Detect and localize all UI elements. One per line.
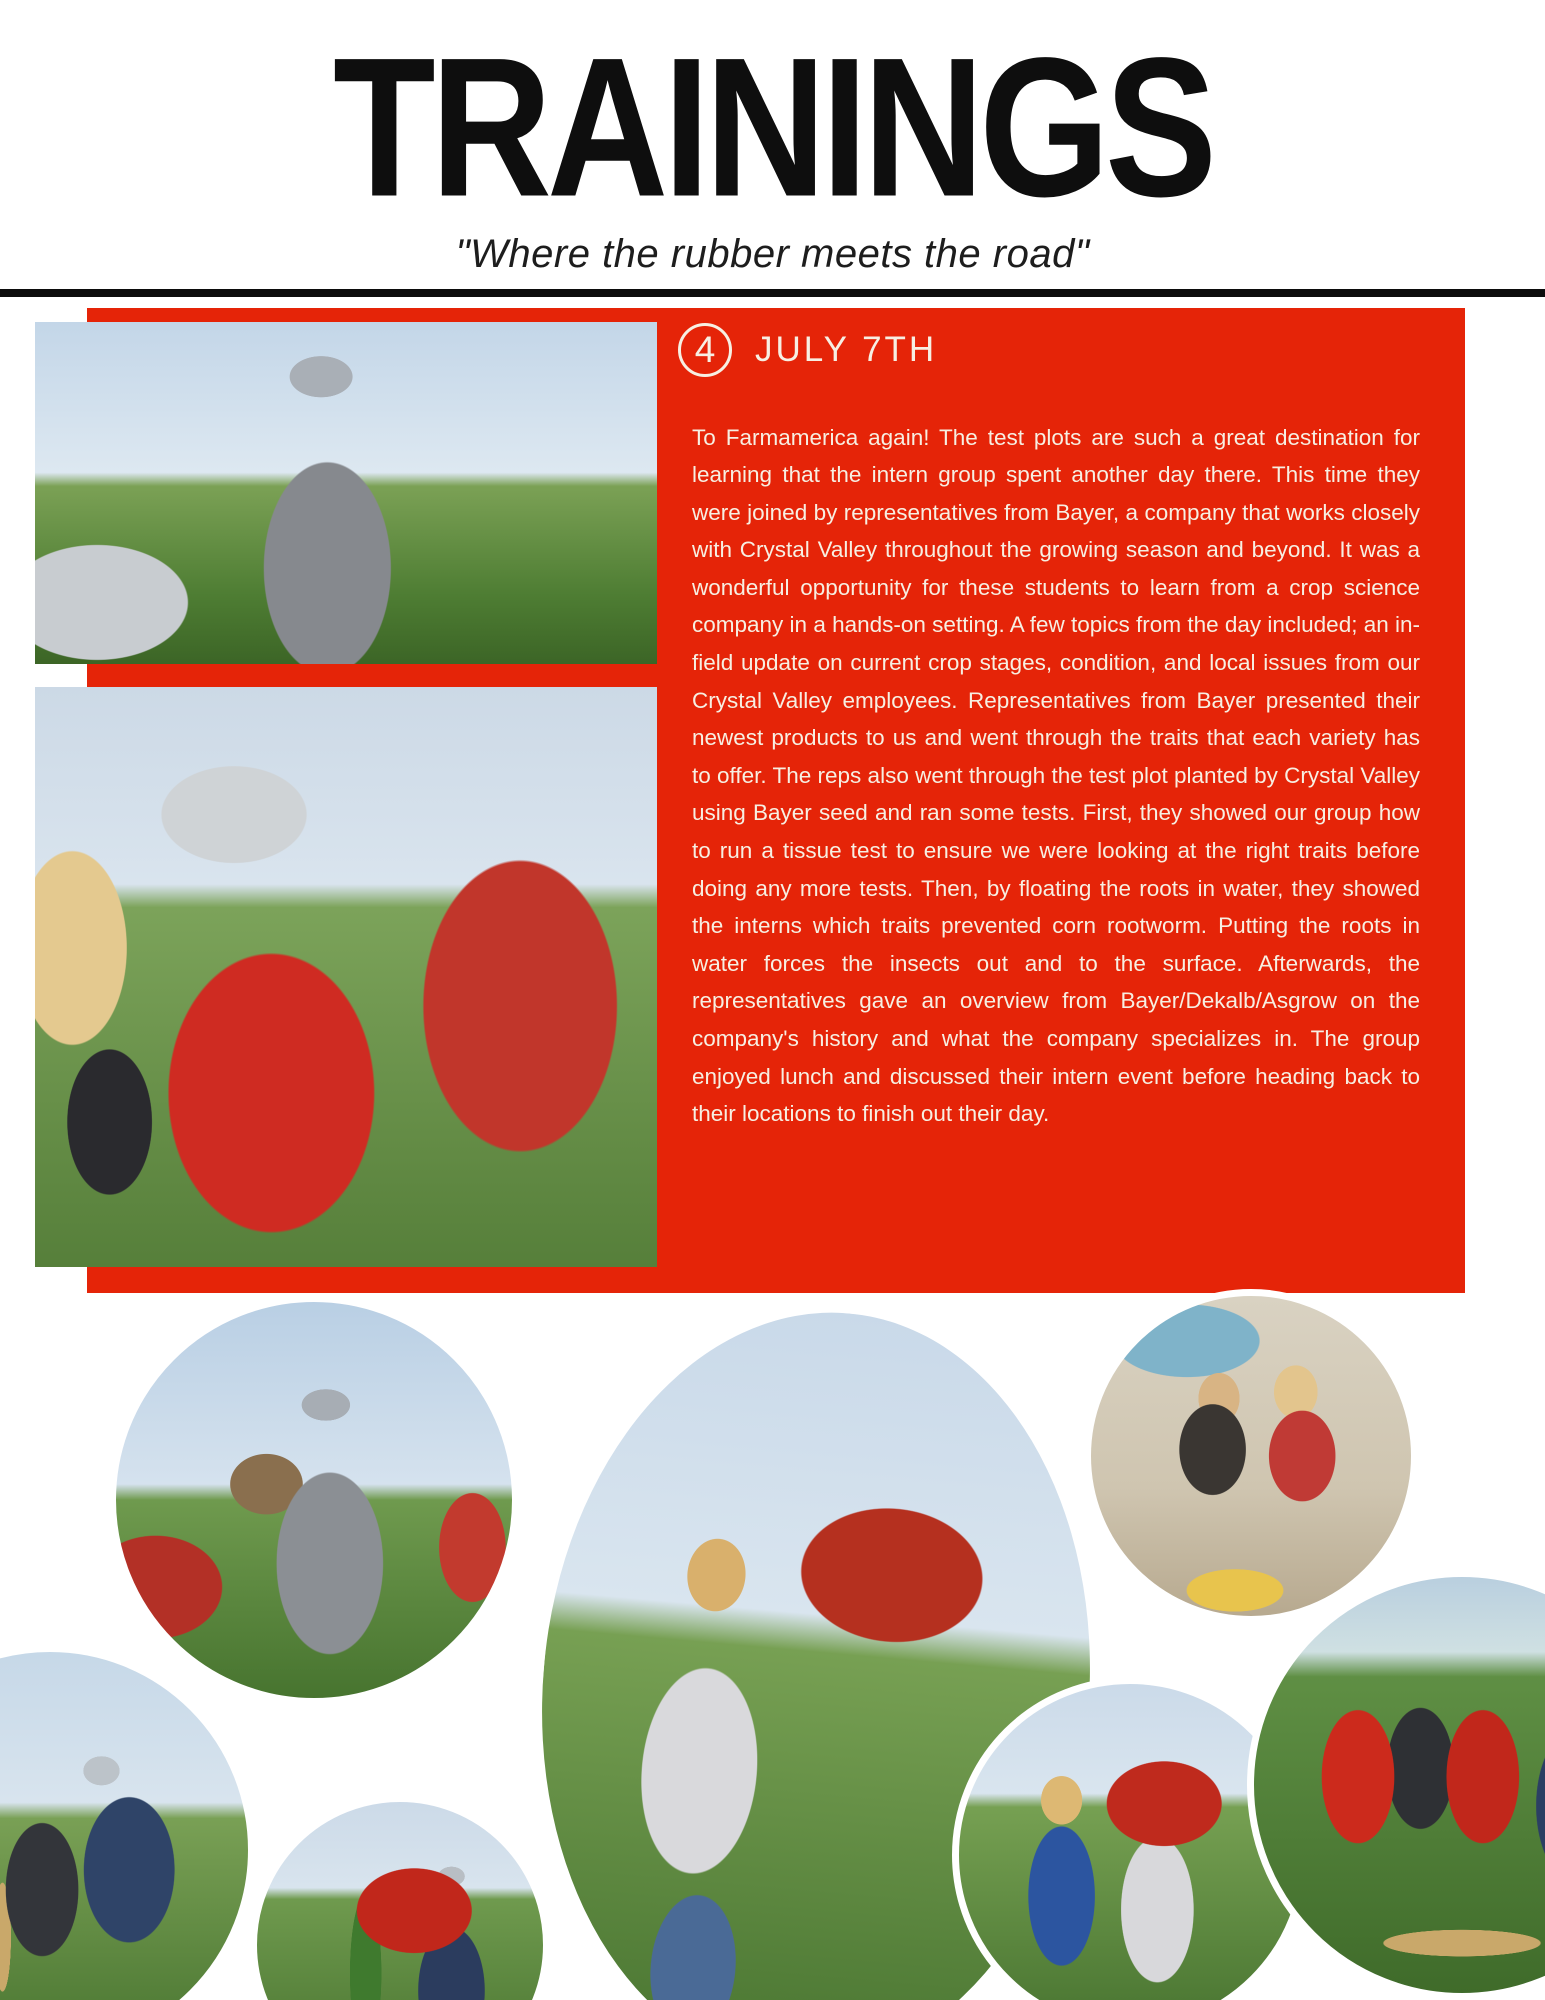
page-subtitle: "Where the rubber meets the road" — [455, 232, 1090, 276]
article-body-text: To Farmamerica again! The test plots are such a great destination for learning that the intern group spent another day there. This time they were joined by representatives from Bayer, a company that works closely with Crystal Valley throughout the growing season and beyond. It was a wonderful opportunity for these students to learn from a crop science company in a hands-on setting. A few topics from the day included; an in-field update on current crop stages, condition, and local issues from our Crystal Valley employees. Representatives from Bayer presented their newest products to us and went through the traits that each variety has to offer. The reps also went through the test plot planted by Crystal Valley using Bayer seed and ran some tests. First, they showed our group how to run a tissue test to ensure we were looking at the right traits before doing any more tests. Then, by floating the roots in water, they showed the interns which traits prevented corn rootworm. Putting the roots in water forces the insects out and to the surface. Afterwards, the representatives gave an overview from Bayer/Dekalb/Asgrow on the company's history and what the company specializes in. The group enjoyed lunch and discussed their intern event before heading back to their locations to finish out their day. — [692, 424, 1420, 1127]
photo-man-in-field-with-truck — [35, 322, 657, 664]
photo-circle-corn-stalk-and-truck — [250, 1795, 550, 2000]
photo-circle-interns-with-corn-tassel — [0, 1645, 255, 2000]
masthead-divider-rule — [0, 289, 1545, 297]
article-date-heading: JULY 7TH — [755, 330, 938, 369]
photo-interns-tissue-test — [35, 687, 657, 1267]
photo-circle-two-girls-thumbs-up-table — [1084, 1289, 1418, 1623]
photo-circle-man-holding-rootball — [109, 1295, 519, 1705]
photo-circle-group-examining-roots — [1247, 1570, 1545, 2000]
masthead — [0, 0, 1545, 289]
page-title: TRAININGS — [333, 16, 1212, 239]
step-number-badge: 4 — [678, 323, 732, 377]
